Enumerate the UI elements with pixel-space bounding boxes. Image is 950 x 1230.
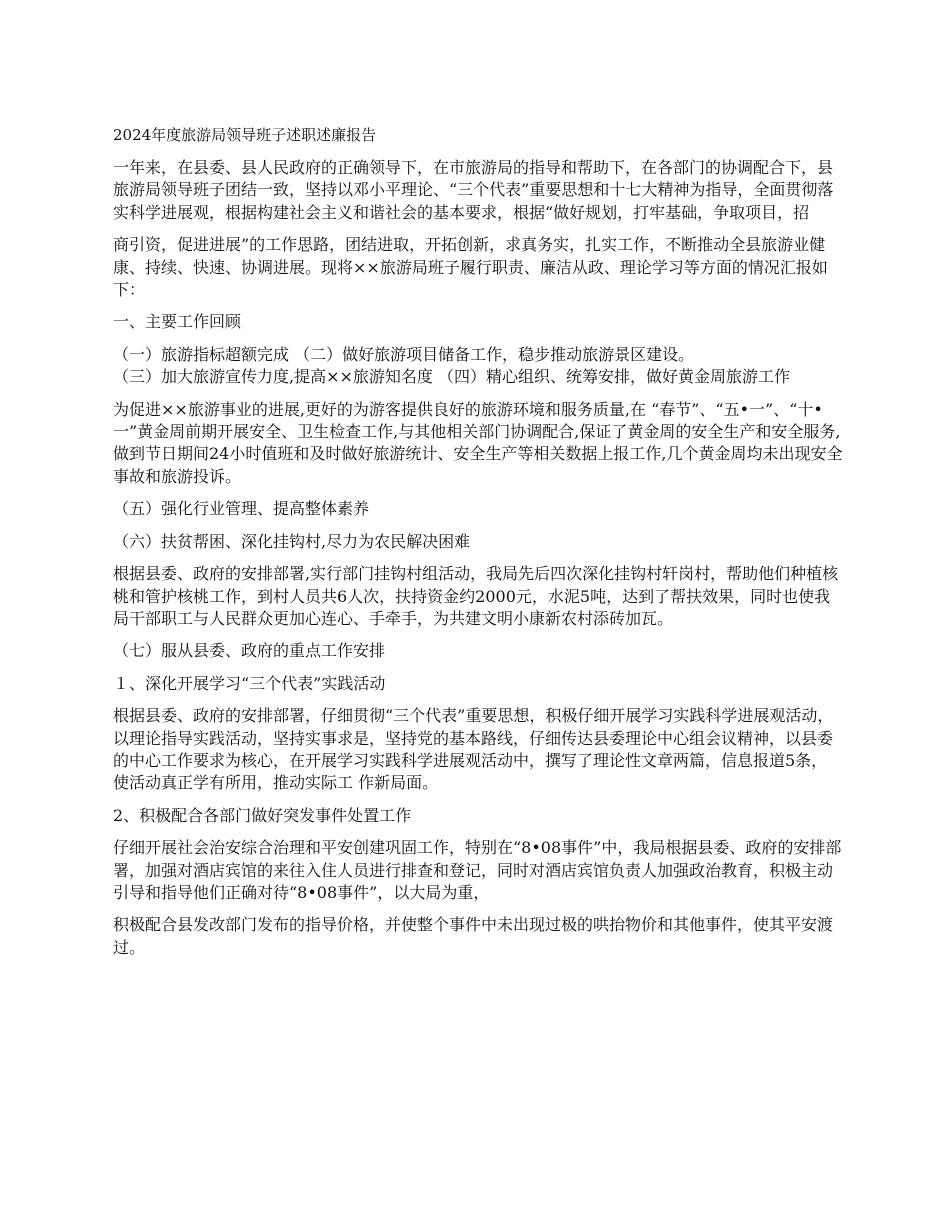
intro-paragraph-1: 一年来，在县委、县人民政府的正确领导下，在市旅游局的指导和帮助下，在各部门的协调配合下，县旅游局领导班子团结一致，坚持以邓小平理论、“三个代表”重要思想和十七大精神为指导，全面贯彻落实科学进展观，根据构建社会主义和谐社会的基本要求，根据“做好规划，打牢基础，争取项目，招 xyxy=(113,158,834,222)
study-practice-paragraph: 根据县委、政府的安排部署，仔细贯彻“三个代表”重要思想，积极仔细开展学习实践科学进展观活动，以理论指导实践活动，坚持实事求是，坚持党的基本路线，仔细传达县委理论中心组会议精神，以县委的中心工作要求为核心，在开展学习实践科学进展观活动中，撰写了理论性文章两篇，信息报道5条，使活动真正学有所用，推动实际工 作新局面。 xyxy=(113,706,834,793)
item-heading-7: （七）服从县委、政府的重点工作安排 xyxy=(113,641,386,661)
subitem-heading-7-1: １、深化开展学习“三个代表”实践活动 xyxy=(113,673,386,693)
item-heading-6: （六）扶贫帮困、深化挂钩村,尽力为农民解决困难 xyxy=(113,531,471,551)
subitem-heading-7-2: 2、积极配合各部门做好突发事件处置工作 xyxy=(113,805,412,825)
document-page xyxy=(113,124,843,969)
intro-paragraph-2: 商引资，促进进展”的工作思路，团结进取，开拓创新，求真务实，扎实工作，不断推动全县旅游业健康、持续、快速、协调进展。现将××旅游局班子履行职责、廉洁从政、理论学习等方面的情况汇报如下： xyxy=(113,235,828,300)
poverty-relief-paragraph: 根据县委、政府的安排部署,实行部门挂钩村组活动，我局先后四次深化挂钩村轩岗村，帮助他们种植核桃和管护核桃工作，到村人员共6人次，扶持资金约2000元，水泥5吨，达到了帮扶效果，同时也使我局干部职工与人民群众更加心连心、手牵手，为共建文明小康新农村添砖加瓦。 xyxy=(113,564,839,628)
section-heading-main-work: 一、主要工作回顾 xyxy=(113,312,242,332)
document-title: 2024年度旅游局领导班子述职述廉报告 xyxy=(113,126,377,144)
price-guidance-paragraph: 积极配合县发改部门发布的指导价格，并使整个事件中未出现过极的哄抬物价和其他事件，使其平安渡过。 xyxy=(113,915,834,957)
item-heading-1-2: （一）旅游指标超额完成 （二）做好旅游项目储备工作，稳步推动旅游景区建设。 xyxy=(113,344,695,364)
item-heading-5: （五）强化行业管理、提高整体素养 xyxy=(113,499,370,519)
golden-week-paragraph: 为促进××旅游事业的进展,更好的为游客提供良好的旅游环境和服务质量,在 “春节”、“五•一”、“十•一”黄金周前期开展安全、卫生检查工作,与其他相关部门协调配合,保证了黄金周的安全生产和安全服务,做到节日期间24小时值班和及时做好旅游统计、安全生产等相关数据上报工作,几个黄金周均未出现安全事故和旅游投诉。 xyxy=(113,399,843,486)
emergency-handling-paragraph: 仔细开展社会治安综合治理和平安创建巩固工作，特别在“8•08事件”中，我局根据县委、政府的安排部署，加强对酒店宾馆的来往入住人员进行排查和登记，同时对酒店宾馆负责人加强政治教育，积极主动引导和指导他们正确对待“8•08事件”，以大局为重， xyxy=(113,838,842,902)
item-heading-3-4: （三）加大旅游宣传力度,提高××旅游知名度 （四）精心组织、统筹安排，做好黄金周旅游工作 xyxy=(113,367,790,387)
